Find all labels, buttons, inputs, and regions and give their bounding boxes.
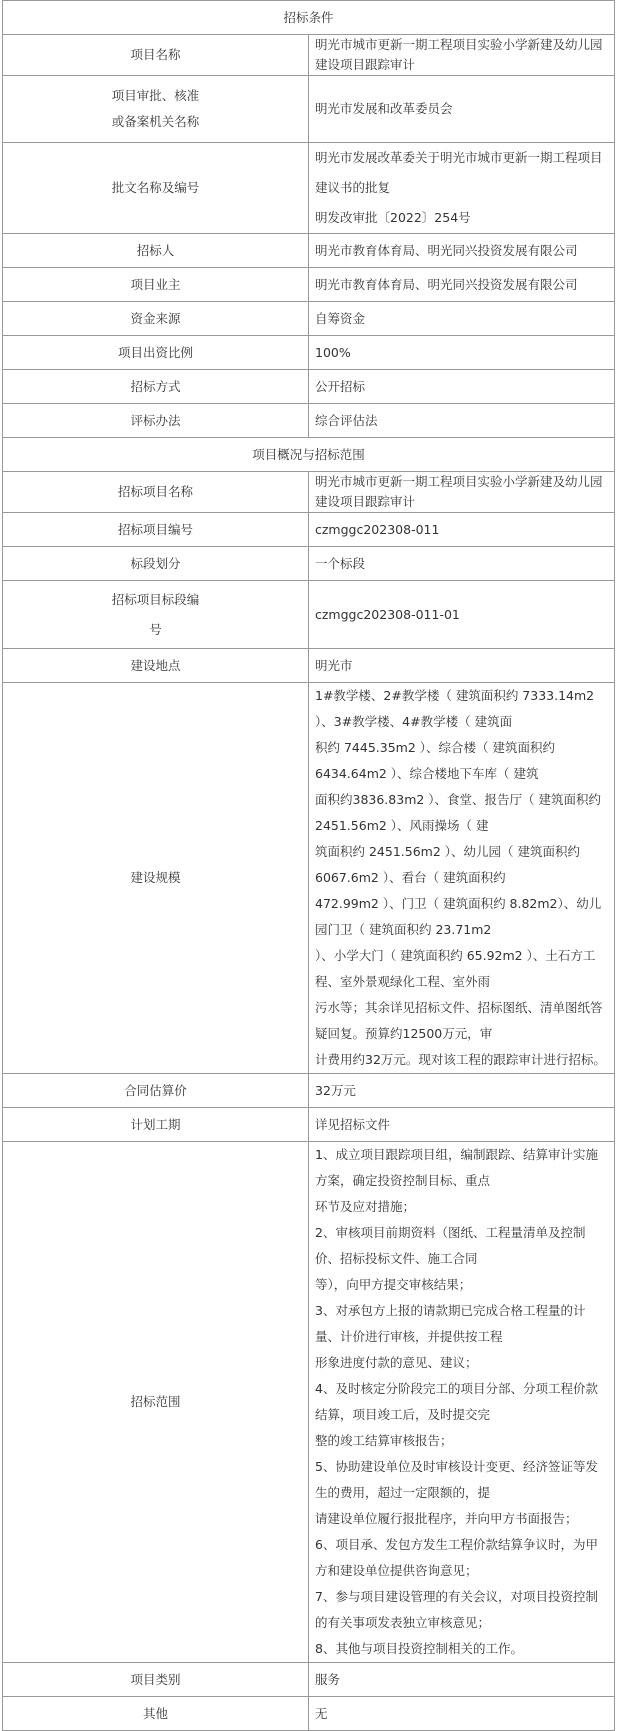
row-value: 无 bbox=[309, 1697, 615, 1731]
row-label: 招标方式 bbox=[3, 370, 309, 404]
row-label: 建设规模 bbox=[3, 683, 309, 1074]
row-label: 招标人 bbox=[3, 234, 309, 268]
table-row bbox=[3, 35, 615, 76]
row-value: 明光市发展和改革委员会 bbox=[309, 76, 615, 143]
label-line: 招标项目标段编 bbox=[111, 591, 200, 607]
row-label bbox=[3, 76, 309, 143]
row-label: 批文名称及编号 bbox=[3, 143, 309, 234]
row-label: 项目业主 bbox=[3, 268, 309, 302]
row-label: 招标项目名称 bbox=[3, 472, 309, 513]
value-line: 面积约3836.83m2 ）、食堂、报告厅（ 建筑面积约 2451.56m2 ）、风雨操场（ 建 bbox=[315, 792, 602, 833]
value-line: ）、小学大门（ 建筑面积约 65.92m2 ）、土石方工程、室外景观绿化工程、室外雨 bbox=[315, 948, 596, 989]
row-label: 项目出资比例 bbox=[3, 336, 309, 370]
row-value: 明光市城市更新一期工程项目实验小学新建及幼儿园建设项目跟踪审计 bbox=[309, 35, 615, 76]
row-value bbox=[309, 1142, 615, 1663]
value-line: 形象进度付款的意见、建议； bbox=[315, 1355, 478, 1370]
label-line: 号 bbox=[149, 621, 162, 637]
value-line: 7、参与项目建设管理的有关会议，对项目投资控制的有关事项发表独立审核意见； bbox=[315, 1589, 598, 1630]
table-row bbox=[3, 268, 615, 302]
label-line: 或备案机关名称 bbox=[111, 114, 200, 129]
value-line: 8、其他与项目投资控制相关的工作。 bbox=[315, 1641, 523, 1656]
row-value: czmggc202308-011 bbox=[309, 513, 615, 547]
table-row bbox=[3, 472, 615, 513]
value-line: 3、对承包方上报的请款期已完成合格工程量的计量、计价进行审核，并提供按工程 bbox=[315, 1303, 586, 1344]
section-header-overview bbox=[3, 438, 615, 472]
row-label: 建设地点 bbox=[3, 649, 309, 683]
value-line: 1#教学楼、2#教学楼（ 建筑面积约 7333.14m2 ）、3#教学楼、4#教学楼（ 建筑面 bbox=[315, 688, 595, 729]
value-line: 明光市发展改革委关于明光市城市更新一期工程项目建议书的批复 bbox=[315, 150, 603, 195]
value-line: 请建设单位履行报批程序，并向甲方书面报告； bbox=[315, 1511, 578, 1526]
row-value: 一个标段 bbox=[309, 547, 615, 581]
value-line: 积约 7445.35m2 ）、综合楼（ 建筑面积约 6434.64m2 ）、综合楼地下车库（ 建筑 bbox=[315, 740, 555, 781]
row-value: czmggc202308-011-01 bbox=[309, 581, 615, 649]
row-value: 服务 bbox=[309, 1663, 615, 1697]
value-line: 6、项目承、发包方发生工程价款结算争议时，为甲方和建设单位提供咨询意见； bbox=[315, 1537, 598, 1578]
table-row bbox=[3, 76, 615, 143]
table-row bbox=[3, 683, 615, 1074]
tender-table bbox=[2, 0, 615, 1731]
value-line: 等），向甲方提交审核结果； bbox=[315, 1277, 472, 1292]
row-label: 项目名称 bbox=[3, 35, 309, 76]
row-value: 明光市教育体育局、明光同兴投资发展有限公司 bbox=[309, 268, 615, 302]
table-row bbox=[3, 234, 615, 268]
row-label: 计划工期 bbox=[3, 1108, 309, 1142]
table-row bbox=[3, 1697, 615, 1731]
section-title: 项目概况与招标范围 bbox=[3, 438, 615, 472]
table-row bbox=[3, 649, 615, 683]
table-row bbox=[3, 1663, 615, 1697]
table-row bbox=[3, 1108, 615, 1142]
table-row bbox=[3, 143, 615, 234]
row-label: 项目类别 bbox=[3, 1663, 309, 1697]
table-row bbox=[3, 547, 615, 581]
row-label: 招标项目编号 bbox=[3, 513, 309, 547]
row-value: 综合评估法 bbox=[309, 404, 615, 438]
row-value: 详见招标文件 bbox=[309, 1108, 615, 1142]
value-line: 污水等；其余详见招标文件、招标图纸、清单图纸答疑回复。预算约12500万元，审 bbox=[315, 1000, 603, 1041]
table-row bbox=[3, 302, 615, 336]
row-label: 标段划分 bbox=[3, 547, 309, 581]
value-line: 4、及时核定分阶段完工的项目分部、分项工程价款结算，项目竣工后，及时提交完 bbox=[315, 1381, 598, 1422]
section-header-conditions bbox=[3, 1, 615, 35]
value-line: 筑面积约 2451.56m2 ）、幼儿园（ 建筑面积约 6067.6m2 ）、看台（ 建筑面积约 bbox=[315, 844, 580, 885]
row-label: 资金来源 bbox=[3, 302, 309, 336]
row-value: 公开招标 bbox=[309, 370, 615, 404]
table-row bbox=[3, 1142, 615, 1663]
row-label bbox=[3, 581, 309, 649]
row-label: 评标办法 bbox=[3, 404, 309, 438]
row-value bbox=[309, 143, 615, 234]
value-line: 环节及应对措施； bbox=[315, 1199, 416, 1214]
row-label: 合同估算价 bbox=[3, 1074, 309, 1108]
section-title: 招标条件 bbox=[3, 1, 615, 35]
value-line: 明发改审批〔2022〕254号 bbox=[315, 210, 471, 225]
table-row bbox=[3, 370, 615, 404]
value-line: 计费用约32万元。现对该工程的跟踪审计进行招标。 bbox=[315, 1052, 606, 1067]
row-value: 自筹资金 bbox=[309, 302, 615, 336]
row-value bbox=[309, 683, 615, 1074]
row-value: 明光市城市更新一期工程项目实验小学新建及幼儿园建设项目跟踪审计 bbox=[309, 472, 615, 513]
row-value: 明光市 bbox=[309, 649, 615, 683]
row-label: 招标范围 bbox=[3, 1142, 309, 1663]
row-value: 明光市教育体育局、明光同兴投资发展有限公司 bbox=[309, 234, 615, 268]
table-row bbox=[3, 336, 615, 370]
table-row bbox=[3, 581, 615, 649]
value-line: 5、协助建设单位及时审核设计变更、经济签证等发生的费用，超过一定限额的，提 bbox=[315, 1459, 598, 1500]
row-label: 其他 bbox=[3, 1697, 309, 1731]
value-line: 整的竣工结算审核报告； bbox=[315, 1433, 453, 1448]
table-row bbox=[3, 404, 615, 438]
table-row bbox=[3, 1074, 615, 1108]
table-row bbox=[3, 513, 615, 547]
value-line: 472.99m2 ）、门卫（ 建筑面积约 8.82m2）、幼儿园门卫（ 建筑面积约 23.71m2 bbox=[315, 896, 602, 937]
value-line: 1、成立项目跟踪项目组，编制跟踪、结算审计实施方案，确定投资控制目标、重点 bbox=[315, 1147, 598, 1188]
value-line: 2、审核项目前期资料（图纸、工程量清单及控制价、招标投标文件、施工合同 bbox=[315, 1225, 586, 1266]
row-value: 32万元 bbox=[309, 1074, 615, 1108]
label-line: 项目审批、核准 bbox=[111, 88, 200, 103]
row-value: 100% bbox=[309, 336, 615, 370]
